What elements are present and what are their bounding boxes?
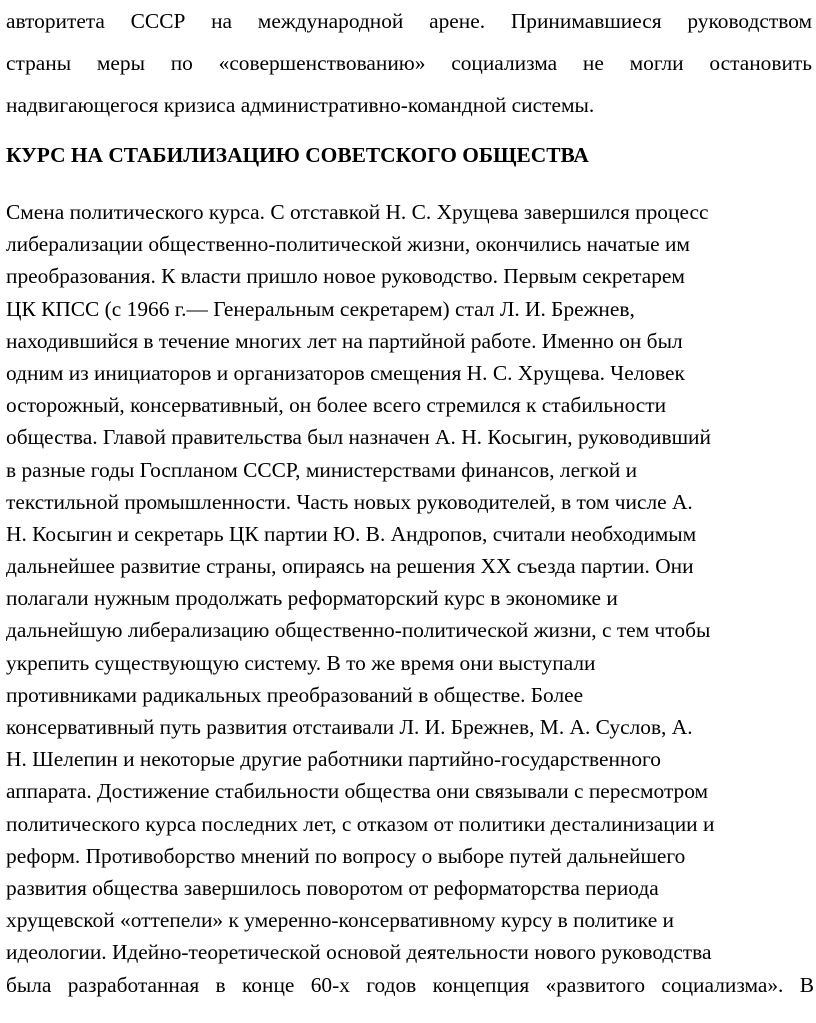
body-line: политического курса последних лет, с отказом от политики десталинизации и: [6, 811, 715, 836]
body-line: укрепить существующую систему. В то же время они выступали: [6, 650, 596, 675]
body-line: консервативный путь развития отстаивали Л. И. Брежнев, М. А. Суслов, А.: [6, 715, 693, 739]
body-line: либерализации общественно-политической жизни, окончились начатые им: [6, 232, 690, 257]
body-line: находившийся в течение многих лет на партийной работе. Именно он был: [6, 328, 683, 353]
body-line: осторожный, консервативный, он более всего стремился к стабильности: [6, 393, 667, 418]
body-line: текстильной промышленности. Часть новых руководителей, в том числе А.: [6, 489, 693, 514]
body-line: Смена политического курса. С отставкой Н. С. Хрущева завершился процесс: [6, 200, 709, 224]
body-line: была разработанная в конце 60-х годов концепция «развитого социализма». В: [6, 972, 814, 997]
intro-paragraph: [6, 0, 812, 126]
body-line: Н. Шелепин и некоторые другие работники партийно-государственного: [6, 747, 661, 772]
body-line: дальнейшую либерализацию общественно-политической жизни, с тем чтобы: [6, 618, 711, 643]
body-line: противниками радикальных преобразований в обществе. Более: [6, 682, 584, 707]
body-line: общества. Главой правительства был назначен А. Н. Косыгин, руководивший: [6, 425, 711, 450]
intro-line: страны меры по «совершенствованию» социализма не могли остановить: [6, 51, 812, 75]
body-line: ЦК КПСС (с 1966 г.— Генеральным секретарем) стал Л. И. Брежнев,: [6, 296, 635, 321]
intro-line: авторитета СССР на международной арене. Принимавшиеся руководством: [6, 9, 812, 33]
section-heading: КУРС НА СТАБИЛИЗАЦИЮ СОВЕТСКОГО ОБЩЕСТВА: [6, 143, 589, 167]
intro-line: надвигающегося кризиса административно-командной системы.: [6, 93, 595, 117]
body-line: реформ. Противоборство мнений по вопросу о выборе путей дальнейшего: [6, 843, 686, 868]
body-line: развития общества завершилось поворотом от реформаторства периода: [6, 875, 659, 900]
body-line: хрущевской «оттепели» к умеренно-консервативному курсу в политике и: [6, 908, 674, 933]
body-paragraph: [6, 196, 814, 1001]
body-line: идеологии. Идейно-теоретической основой деятельности нового руководства: [6, 940, 712, 965]
body-line: одним из инициаторов и организаторов смещения Н. С. Хрущева. Человек: [6, 360, 685, 385]
body-line: Н. Косыгин и секретарь ЦК партии Ю. В. Андропов, считали необходимым: [6, 521, 697, 546]
body-line: дальнейшее развитие страны, опираясь на решения XX съезда партии. Они: [6, 554, 694, 579]
body-line: аппарата. Достижение стабильности общества они связывали с пересмотром: [6, 779, 709, 804]
body-line: в разные годы Госпланом СССР, министерствами финансов, легкой и: [6, 457, 638, 482]
body-line: преобразования. К власти пришло новое руководство. Первым секретарем: [6, 264, 685, 289]
body-line: полагали нужным продолжать реформаторский курс в экономике и: [6, 586, 618, 611]
